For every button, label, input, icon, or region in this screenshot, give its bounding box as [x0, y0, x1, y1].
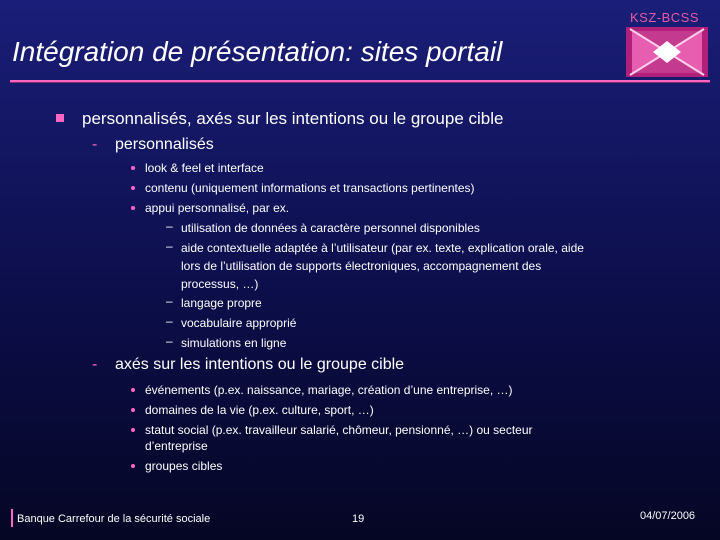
- dash-bullet-icon: –: [166, 334, 173, 348]
- sub-item-continuation: processus, …): [181, 277, 259, 291]
- dot-bullet-icon: [131, 166, 135, 170]
- dash-bullet-icon: -: [92, 356, 98, 373]
- sub-item: langage propre: [181, 296, 262, 310]
- sub-item: aide contextuelle adaptée à l’utilisateur (par ex. texte, explication orale, aide: [181, 241, 584, 255]
- dash-bullet-icon: –: [166, 314, 173, 328]
- footer-organization: Banque Carrefour de la sécurité sociale: [17, 513, 211, 525]
- list-item: groupes cibles: [145, 459, 223, 473]
- dot-bullet-icon: [131, 388, 135, 392]
- dot-bullet-icon: [131, 408, 135, 412]
- dot-bullet-icon: [131, 186, 135, 190]
- sub-item-continuation: lors de l’utilisation de supports électroniques, accompagnement des: [181, 259, 542, 273]
- list-item: appui personnalisé, par ex.: [145, 201, 290, 215]
- dot-bullet-icon: [131, 206, 135, 210]
- square-bullet-icon: [56, 114, 64, 122]
- page-title: Intégration de présentation: sites portail: [12, 36, 503, 67]
- sub-item: vocabulaire approprié: [181, 316, 297, 330]
- footer-date: 04/07/2006: [640, 510, 696, 522]
- logo-text: KSZ-BCSS: [630, 10, 700, 25]
- dash-bullet-icon: –: [166, 239, 173, 253]
- list-item: look & feel et interface: [145, 161, 264, 175]
- section-label: axés sur les intentions ou le groupe cible: [115, 356, 405, 373]
- list-item-continuation: d’entreprise: [145, 439, 208, 453]
- sub-item: simulations en ligne: [181, 336, 287, 350]
- sub-item: utilisation de données à caractère personnel disponibles: [181, 221, 480, 235]
- title-divider-shadow: [10, 82, 710, 83]
- list-item: contenu (uniquement informations et transactions pertinentes): [145, 181, 475, 195]
- dash-bullet-icon: –: [166, 294, 173, 308]
- page-number: 19: [352, 513, 365, 525]
- footer-divider: [11, 509, 13, 527]
- section-label: personnalisés: [115, 136, 214, 153]
- dot-bullet-icon: [131, 428, 135, 432]
- list-item: statut social (p.ex. travailleur salarié, chômeur, pensionné, …) ou secteur: [145, 423, 533, 437]
- main-point: personnalisés, axés sur les intentions ou le groupe cible: [82, 109, 504, 128]
- list-item: événements (p.ex. naissance, mariage, création d’une entreprise, …): [145, 383, 513, 397]
- ksz-bcss-logo: [626, 27, 708, 77]
- dash-bullet-icon: -: [92, 136, 98, 153]
- dot-bullet-icon: [131, 464, 135, 468]
- list-item: domaines de la vie (p.ex. culture, sport, …): [145, 403, 374, 417]
- dash-bullet-icon: –: [166, 219, 173, 233]
